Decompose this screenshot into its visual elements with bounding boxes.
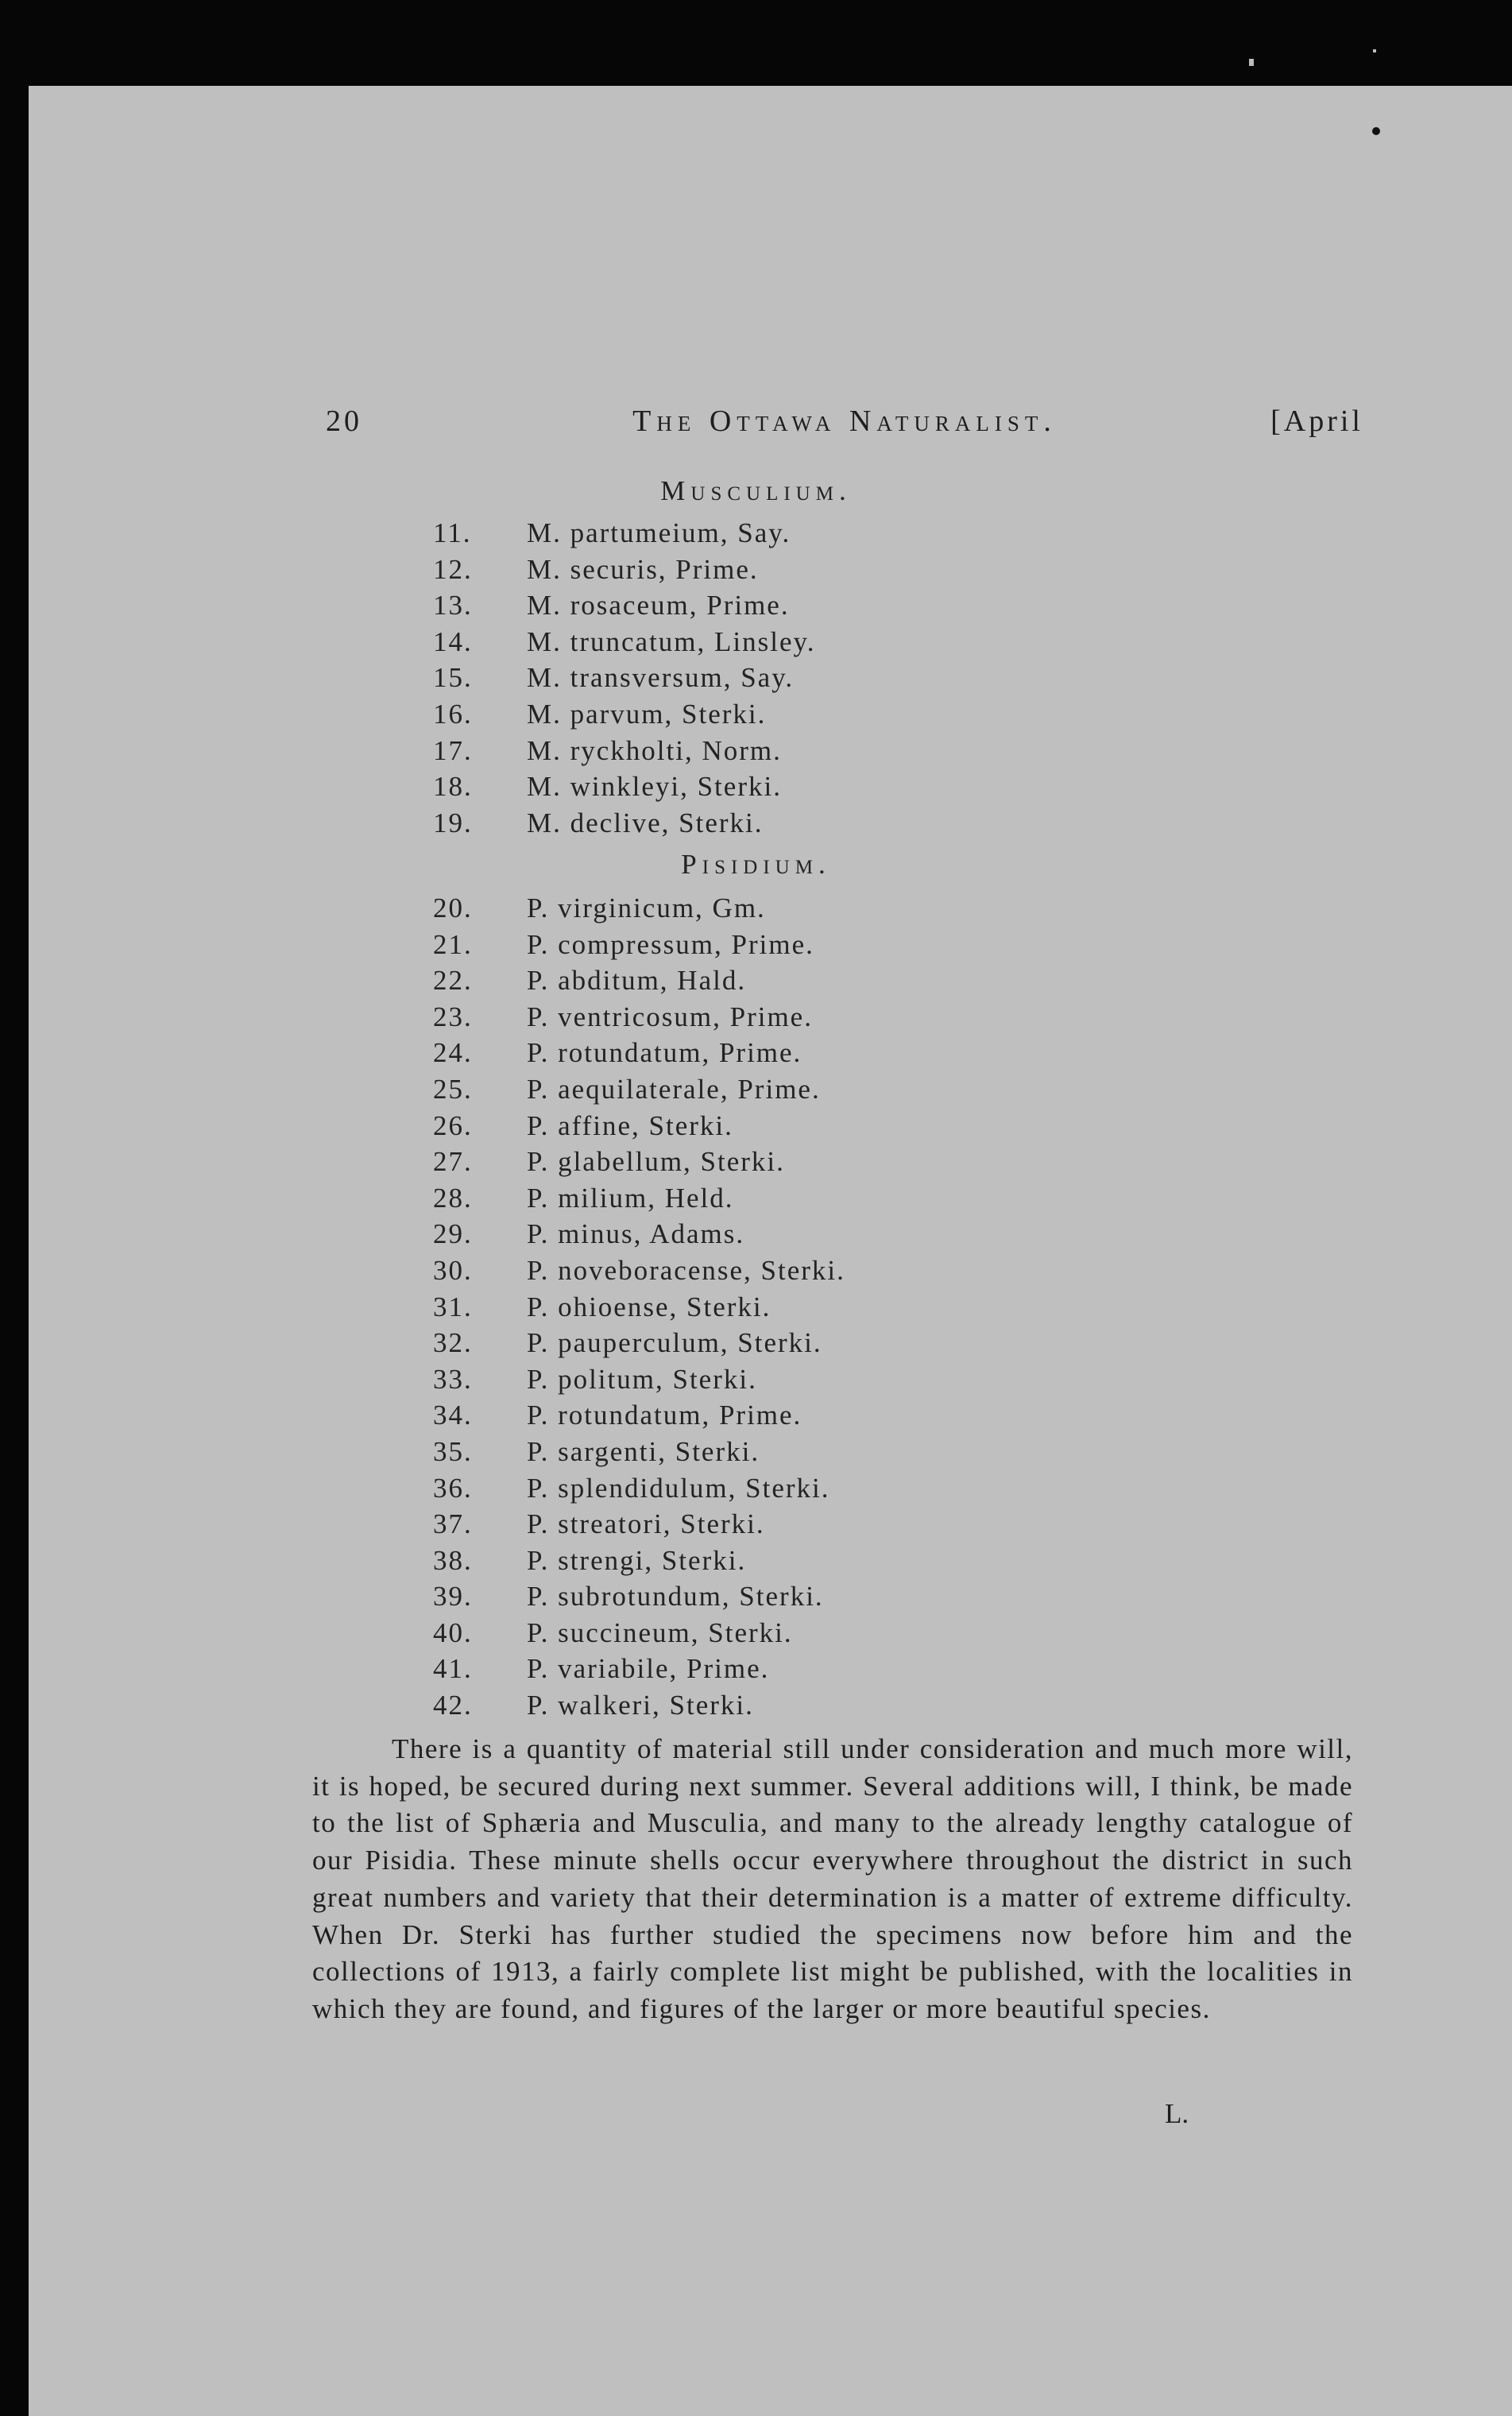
species-name: P. virginicum, Gm. bbox=[527, 892, 766, 923]
item-number: 17. bbox=[433, 734, 473, 766]
item-number: 24. bbox=[433, 1037, 473, 1069]
species-name: P. succineum, Sterki. bbox=[527, 1616, 793, 1648]
list-item bbox=[433, 927, 1069, 963]
item-number: 19. bbox=[433, 807, 473, 838]
item-number: 20. bbox=[433, 892, 473, 923]
journal-title: The Ottawa Naturalist. bbox=[632, 405, 1057, 438]
item-number: 21. bbox=[433, 928, 473, 960]
species-name: P. abditum, Hald. bbox=[527, 965, 747, 997]
item-number: 37. bbox=[433, 1508, 473, 1540]
list-item bbox=[433, 1615, 1069, 1651]
issue-month: [April bbox=[1270, 405, 1363, 438]
list-item bbox=[433, 1470, 1069, 1507]
list-item bbox=[433, 1434, 1069, 1470]
list-item bbox=[433, 890, 1069, 927]
section-heading-musculium: Musculium. bbox=[660, 475, 852, 506]
list-item bbox=[433, 805, 1069, 842]
species-name: M. winkleyi, Sterki. bbox=[527, 771, 782, 803]
species-name: P. aequilaterale, Prime. bbox=[527, 1073, 821, 1105]
item-number: 38. bbox=[433, 1544, 473, 1576]
item-number: 14. bbox=[433, 625, 473, 657]
item-number: 36. bbox=[433, 1472, 473, 1504]
species-name: M. parvum, Sterki. bbox=[527, 698, 767, 730]
item-number: 30. bbox=[433, 1254, 473, 1286]
species-name: P. compressum, Prime. bbox=[527, 928, 814, 960]
list-item bbox=[433, 1578, 1069, 1615]
list-item bbox=[433, 552, 1069, 588]
ink-dot bbox=[1372, 127, 1380, 135]
species-list-musculium bbox=[433, 515, 1069, 841]
list-item bbox=[433, 1071, 1069, 1108]
species-name: P. noveboracense, Sterki. bbox=[527, 1254, 845, 1286]
list-item bbox=[433, 1687, 1069, 1724]
list-item bbox=[433, 587, 1069, 624]
item-number: 28. bbox=[433, 1182, 473, 1214]
list-item bbox=[433, 1108, 1069, 1144]
item-number: 16. bbox=[433, 698, 473, 730]
item-number: 33. bbox=[433, 1363, 473, 1395]
page-number: 20 bbox=[326, 405, 362, 438]
species-name: M. transversum, Say. bbox=[527, 662, 795, 694]
list-item bbox=[433, 733, 1069, 769]
list-item bbox=[433, 1180, 1069, 1217]
species-name: P. walkeri, Sterki. bbox=[527, 1690, 754, 1721]
species-name: M. rosaceum, Prime. bbox=[527, 590, 790, 621]
species-name: P. rotundatum, Prime. bbox=[527, 1037, 802, 1069]
dust-speck bbox=[1373, 49, 1376, 52]
list-item bbox=[433, 696, 1069, 733]
item-number: 42. bbox=[433, 1690, 473, 1721]
species-name: M. ryckholti, Norm. bbox=[527, 734, 782, 766]
item-number: 27. bbox=[433, 1146, 473, 1178]
item-number: 13. bbox=[433, 590, 473, 621]
list-item bbox=[433, 1397, 1069, 1434]
item-number: 39. bbox=[433, 1581, 473, 1613]
species-name: P. politum, Sterki. bbox=[527, 1363, 757, 1395]
list-item bbox=[433, 1543, 1069, 1579]
species-name: P. subrotundum, Sterki. bbox=[527, 1581, 824, 1613]
species-name: P. ohioense, Sterki. bbox=[527, 1291, 771, 1322]
list-item bbox=[433, 1144, 1069, 1180]
list-item bbox=[433, 1035, 1069, 1071]
item-number: 25. bbox=[433, 1073, 473, 1105]
item-number: 32. bbox=[433, 1327, 473, 1359]
list-item bbox=[433, 1651, 1069, 1687]
list-item bbox=[433, 769, 1069, 805]
item-number: 22. bbox=[433, 965, 473, 997]
list-item bbox=[433, 660, 1069, 696]
item-number: 11. bbox=[433, 517, 472, 548]
item-number: 40. bbox=[433, 1616, 473, 1648]
species-name: P. streatori, Sterki. bbox=[527, 1508, 765, 1540]
species-name: P. pauperculum, Sterki. bbox=[527, 1327, 822, 1359]
species-name: P. minus, Adams. bbox=[527, 1218, 745, 1250]
item-number: 31. bbox=[433, 1291, 473, 1322]
item-number: 26. bbox=[433, 1109, 473, 1141]
species-name: P. variabile, Prime. bbox=[527, 1653, 770, 1685]
species-name: M. declive, Sterki. bbox=[527, 807, 764, 838]
species-name: P. splendidulum, Sterki. bbox=[527, 1472, 830, 1504]
item-number: 18. bbox=[433, 771, 473, 803]
item-number: 35. bbox=[433, 1435, 473, 1467]
item-number: 23. bbox=[433, 1001, 473, 1032]
list-item bbox=[433, 1216, 1069, 1253]
item-number: 34. bbox=[433, 1400, 473, 1431]
species-name: P. ventricosum, Prime. bbox=[527, 1001, 813, 1032]
body-paragraph: There is a quantity of material still under consideration and much more will, it is hoped, be secured during next summer. Several additions will, I think, be made to the list of Sphæria and Musculia, and many to the already lengthy catalogue of our Pisidia. These minute shells occur everywhere throughout the district in such great numbers and variety that their determination is a matter of extreme difficulty. When Dr. Sterki has further studied the specimens now before him and the collections of 1913, a fairly complete list might be published, with the localities in which they are found, and figures of the larger or more beautiful species. bbox=[312, 1733, 1353, 2024]
dust-speck bbox=[1249, 59, 1254, 66]
species-list-pisidium bbox=[433, 890, 1069, 1724]
item-number: 15. bbox=[433, 662, 473, 694]
section-heading-pisidium: Pisidium. bbox=[681, 849, 831, 880]
list-item bbox=[433, 1506, 1069, 1543]
list-item bbox=[433, 1253, 1069, 1289]
list-item bbox=[433, 515, 1069, 552]
list-item bbox=[433, 624, 1069, 660]
item-number: 29. bbox=[433, 1218, 473, 1250]
species-name: M. partumeium, Say. bbox=[527, 517, 791, 548]
species-name: P. affine, Sterki. bbox=[527, 1109, 733, 1141]
list-item bbox=[433, 1325, 1069, 1361]
running-head bbox=[326, 404, 1363, 443]
species-name: M. truncatum, Linsley. bbox=[527, 625, 816, 657]
list-item bbox=[433, 962, 1069, 999]
species-name: P. strengi, Sterki. bbox=[527, 1544, 747, 1576]
list-item bbox=[433, 1361, 1069, 1398]
species-name: P. milium, Held. bbox=[527, 1182, 734, 1214]
item-number: 12. bbox=[433, 553, 473, 585]
species-name: P. sargenti, Sterki. bbox=[527, 1435, 760, 1467]
item-number: 41. bbox=[433, 1653, 473, 1685]
species-name: M. securis, Prime. bbox=[527, 553, 759, 585]
list-item bbox=[433, 1289, 1069, 1326]
list-item bbox=[433, 999, 1069, 1036]
author-initial: L. bbox=[1165, 2098, 1189, 2129]
species-name: P. glabellum, Sterki. bbox=[527, 1146, 785, 1178]
species-name: P. rotundatum, Prime. bbox=[527, 1400, 802, 1431]
